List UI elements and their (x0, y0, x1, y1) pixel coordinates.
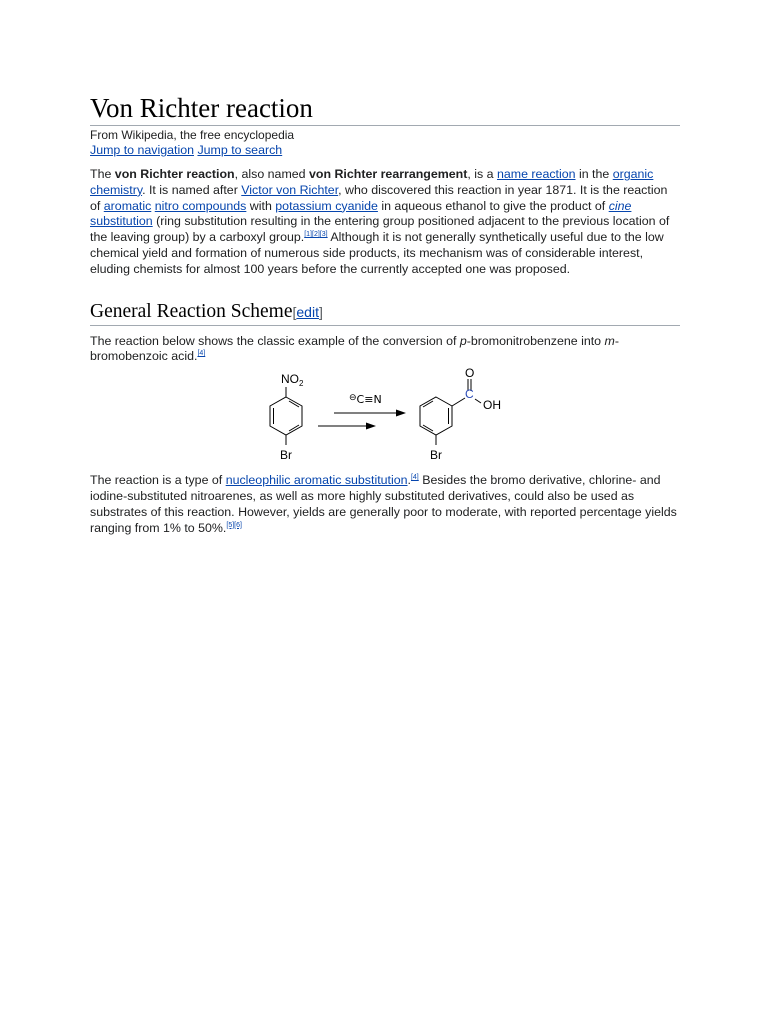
section-heading-text: General Reaction Scheme (90, 300, 293, 322)
bromo-label-left: Br (280, 448, 292, 463)
text: with (246, 198, 276, 213)
name-reaction-link[interactable]: name reaction (496, 167, 576, 181)
citation-5[interactable]: [5] (226, 521, 235, 529)
arrow-head-top (396, 410, 406, 417)
tagline: From Wikipedia, the free encyclopedia (90, 128, 295, 142)
edit-section (293, 304, 323, 320)
citation-group (304, 231, 327, 238)
organic-chemistry-link[interactable]: organic chemistry (90, 167, 654, 197)
jump-links (90, 143, 680, 158)
reaction-type-paragraph (90, 473, 680, 536)
text: The reaction is a type of (90, 473, 226, 488)
section-heading (90, 300, 680, 326)
bold-term: von Richter rearrangement (309, 167, 468, 181)
potassium-cyanide-link[interactable]: potassium cyanide (275, 198, 378, 213)
carboxyl-bond (452, 398, 465, 406)
text: -bromobenzoic acid. (90, 333, 619, 364)
substitution-text: substitution (90, 214, 153, 229)
bracket: ] (318, 303, 323, 320)
jump-to-search-link[interactable]: Jump to search (197, 143, 283, 157)
reactant-benzene-ring (270, 387, 302, 445)
citation-group (197, 350, 205, 357)
intro-paragraph (90, 167, 680, 278)
carboxyl-carbon-label: C (465, 387, 474, 402)
text: The reaction below shows the classic example of the conversion of (90, 333, 460, 348)
text: The (90, 167, 115, 181)
cyanide-reagent-label: ⊖C≡N (349, 393, 382, 407)
nucleophilic-aromatic-substitution-link[interactable]: nucleophilic aromatic substitution (225, 473, 408, 488)
nitro-group-label: $NO_2$ (281, 372, 304, 389)
reaction-arrows (318, 413, 400, 426)
text: , also named (234, 167, 309, 181)
jump-to-navigation-link[interactable]: Jump to navigation (90, 143, 195, 157)
text: . (407, 473, 411, 488)
italic-m: m (604, 333, 615, 348)
edit-link[interactable]: edit (296, 303, 319, 320)
cine-italic: cine (608, 198, 632, 213)
citation-group (226, 522, 242, 529)
text: -bromonitrobenzene into (466, 333, 605, 348)
text: (ring substitution resulting in the entering group positioned adjacent to the previous location of the leaving group) by a carboxyl group. (90, 214, 670, 245)
italic-p: p (459, 333, 467, 348)
bracket: [ (292, 303, 297, 320)
nitro-compounds-link[interactable]: nitro compounds (154, 198, 247, 213)
text: in aqueous ethanol to give the product of (377, 198, 609, 213)
hydroxyl-bond (475, 399, 481, 403)
arrow-head-bottom (366, 423, 376, 430)
citation-4[interactable]: [4] (197, 350, 206, 358)
text: in the (575, 167, 613, 181)
text: Although it is not generally synthetically useful due to the low chemical yield and formation of numerous side products, its mechanism was of considerable interest, eluding chemists for almost 100 years before the currently accepted one was proposed. (90, 230, 664, 276)
page-title: Von Richter reaction (90, 92, 680, 126)
citation-6[interactable]: [6] (234, 521, 242, 529)
aromatic-link[interactable]: aromatic (103, 198, 152, 213)
victor-von-richter-link[interactable]: Victor von Richter (241, 182, 339, 197)
citation-group (411, 474, 419, 481)
article (90, 92, 680, 536)
bromo-label-right: Br (430, 448, 442, 463)
carbonyl-oxygen-label: O (465, 367, 475, 381)
text: , is a (467, 167, 497, 181)
text: . It is named after (142, 182, 242, 197)
citation-3[interactable]: [3] (319, 231, 328, 239)
citation-1[interactable]: [1] (304, 231, 313, 239)
citation-2[interactable]: [2] (312, 231, 320, 239)
scheme-paragraph (90, 334, 680, 366)
bold-term: von Richter reaction (114, 167, 235, 181)
text: Besides the bromo derivative, chlorine- and iodine-substituted nitroarenes, as well as more highly substituted derivatives, could also be used as substrates of this reaction. However, yields are generally poor to moderate, with reported percentage yields ranging from 1% to 50%. (90, 473, 677, 535)
citation-4[interactable]: [4] (410, 474, 419, 482)
reaction-scheme-diagram (90, 367, 680, 471)
text: , who discovered this reaction in year 1871. It is the reaction of (90, 182, 668, 213)
hydroxyl-label: OH (483, 398, 501, 413)
